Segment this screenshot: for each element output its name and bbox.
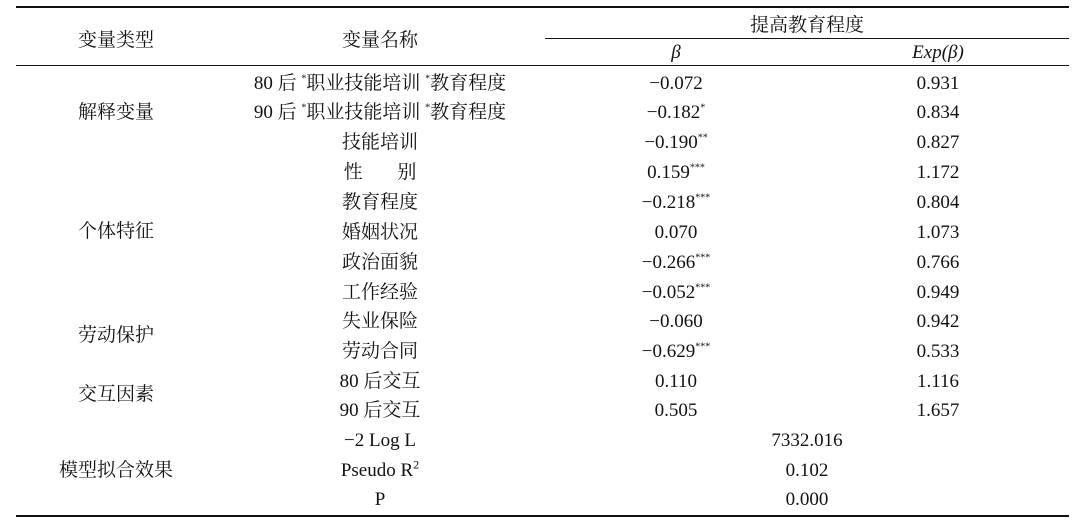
- beta-value: −0.266: [641, 252, 696, 273]
- row-name: 技能培训: [341, 132, 418, 153]
- row-name: 劳动合同: [341, 341, 418, 362]
- group-individual: 个体特征: [77, 221, 154, 242]
- interaction-mark: *: [425, 73, 431, 85]
- header-group-title: 提高教育程度: [749, 15, 864, 36]
- group-explanatory: 解释变量: [77, 102, 154, 123]
- row-beta: [545, 401, 807, 420]
- interaction-mark: *: [301, 102, 307, 114]
- beta-value: −0.072: [649, 73, 703, 94]
- row-exp: 0.931: [916, 73, 960, 94]
- row-name-part: 职业技能培训: [306, 73, 421, 94]
- header-beta: β: [671, 42, 681, 63]
- group-underline: [545, 38, 1069, 39]
- row-exp: 1.073: [916, 222, 960, 243]
- fit-name-text: Pseudo R: [340, 460, 414, 481]
- row-beta: [545, 74, 807, 93]
- row-beta: [545, 133, 807, 152]
- beta-value: 0.070: [654, 222, 698, 243]
- row-name-part: 教育程度: [430, 102, 507, 123]
- beta-value: −0.052: [641, 282, 696, 303]
- beta-value: −0.629: [641, 341, 696, 362]
- superscript: 2: [413, 457, 420, 472]
- row-exp: 0.766: [916, 252, 960, 273]
- row-beta: [545, 283, 807, 302]
- beta-value: −0.190: [644, 132, 698, 153]
- row-name: 婚姻状况: [341, 222, 418, 243]
- row-name-part: 职业技能培训: [306, 102, 421, 123]
- beta-value: −0.182: [646, 102, 701, 123]
- beta-value: 0.159: [647, 162, 690, 183]
- row-exp: 1.172: [916, 162, 960, 183]
- row-exp: 0.942: [916, 311, 960, 332]
- row-exp: 0.834: [916, 102, 960, 123]
- group-fit: 模型拟合效果: [58, 460, 173, 481]
- fit-name: [215, 457, 545, 481]
- row-name: 政治面貌: [341, 252, 418, 273]
- row-name: 80 后交互: [339, 371, 421, 392]
- fit-name: P: [374, 489, 386, 510]
- fit-value: 7332.016: [771, 430, 843, 451]
- row-name-part: 90 后: [253, 102, 297, 123]
- header-exp-beta: Exp(β): [912, 42, 964, 63]
- row-exp: 0.949: [916, 282, 960, 303]
- row-name: [215, 163, 545, 182]
- significance-mark: *: [700, 102, 706, 114]
- row-beta: [545, 312, 807, 331]
- beta-value: −0.060: [649, 311, 703, 332]
- fit-value: 0.102: [785, 460, 829, 481]
- beta-value: 0.505: [654, 400, 698, 421]
- significance-mark: ***: [695, 252, 711, 264]
- fit-name: −2 Log L: [344, 430, 416, 451]
- row-beta: [545, 342, 807, 361]
- row-name-part: 80 后: [253, 73, 297, 94]
- significance-mark: ***: [695, 341, 711, 353]
- row-exp: 0.533: [916, 341, 960, 362]
- row-beta: [545, 372, 807, 391]
- row-exp: 1.116: [916, 371, 960, 392]
- significance-mark: ***: [689, 162, 705, 174]
- row-name-text: 性 别: [343, 162, 417, 183]
- row-beta: [545, 223, 807, 242]
- row-beta: [545, 193, 807, 212]
- significance-mark: ***: [695, 192, 711, 204]
- significance-mark: **: [697, 132, 708, 144]
- header-variable-type: 变量类型: [77, 30, 154, 51]
- bottom-rule: [16, 515, 1069, 517]
- group-labor: 劳动保护: [77, 325, 154, 346]
- row-beta: [545, 163, 807, 182]
- row-exp: 0.804: [916, 192, 960, 213]
- interaction-mark: *: [425, 102, 431, 114]
- row-name: 失业保险: [341, 311, 418, 332]
- row-name: 工作经验: [341, 282, 418, 303]
- top-rule: [16, 6, 1069, 8]
- header-rule: [16, 65, 1069, 66]
- row-name: 90 后交互: [339, 400, 421, 421]
- row-name: [215, 103, 545, 122]
- row-exp: 1.657: [916, 400, 960, 421]
- row-name-part: 教育程度: [430, 73, 507, 94]
- row-name: 教育程度: [341, 192, 418, 213]
- interaction-mark: *: [301, 73, 307, 85]
- row-beta: [545, 103, 807, 122]
- row-exp: 0.827: [916, 132, 960, 153]
- group-interaction: 交互因素: [77, 384, 154, 405]
- fit-value: 0.000: [785, 489, 829, 510]
- row-name: [215, 74, 545, 93]
- beta-value: 0.110: [654, 371, 698, 392]
- row-beta: [545, 253, 807, 272]
- beta-value: −0.218: [641, 192, 696, 213]
- significance-mark: ***: [695, 282, 711, 294]
- header-variable-name: 变量名称: [341, 30, 418, 51]
